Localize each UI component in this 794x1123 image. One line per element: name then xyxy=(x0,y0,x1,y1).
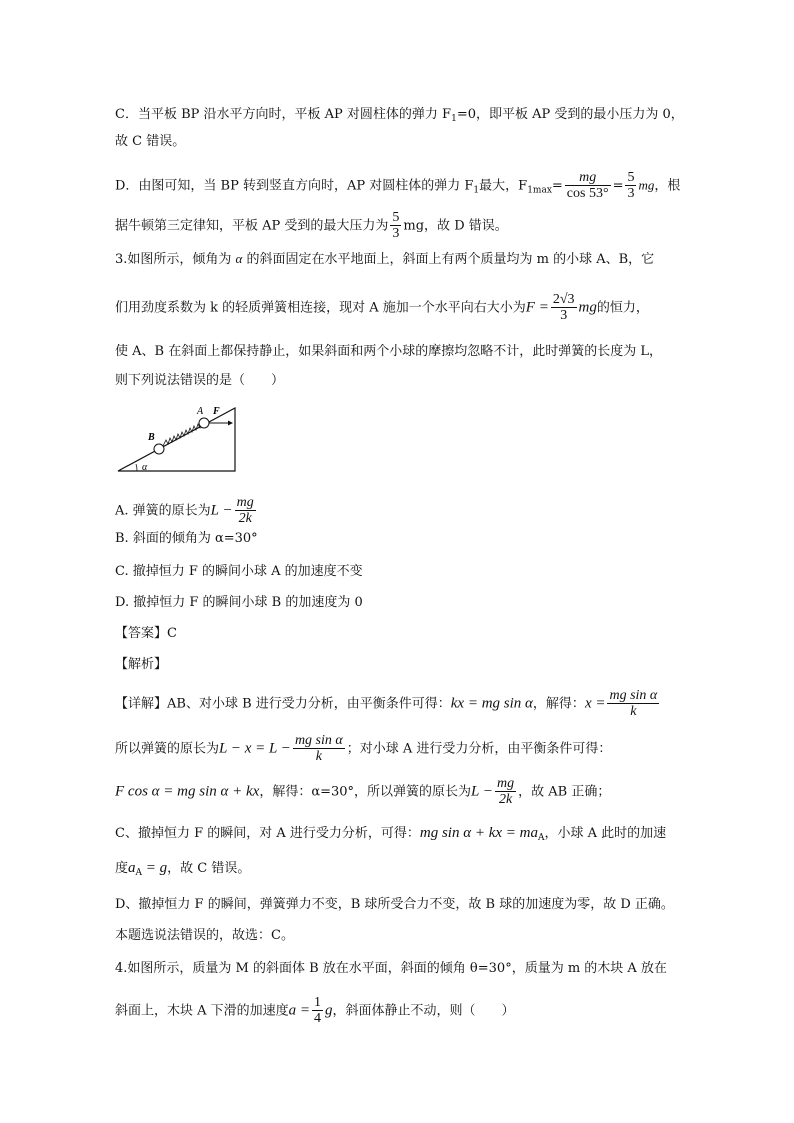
ball-a xyxy=(199,418,209,428)
text-span: =0，即平板 AP 受到的最小压力为 0， xyxy=(456,107,684,122)
option-a: A. 弹簧的原长为L − $\frac{mg}{2k}$ xyxy=(115,495,254,526)
fraction: $\frac{\text{mg sin α}}{k}$ xyxy=(294,733,343,764)
text-line: 3.如图所示，倾角为 α 的斜面固定在水平地面上，斜面上有两个质量均为 m 的小球 A、B，它 xyxy=(115,251,655,267)
text-line xyxy=(115,106,684,128)
fraction: $\frac{1}{4}$ xyxy=(314,995,322,1026)
text-line: 度$a_A = g$，故 C 错误。 xyxy=(115,860,251,878)
text-line: C、撤掉恒力 F 的瞬间，对 A 进行受力分析，可得：mg sin α + kx = $ma_A$，小球 A 此时的加速 xyxy=(115,825,667,843)
text-line: F cos α = mg sin α + kx，解得：α=30°，所以弹簧的原长为L − $\frac{mg}{2k}$ ，故 AB 正确； xyxy=(115,776,611,807)
incline-figure xyxy=(115,404,239,474)
text-line: 所以弹簧的原长为L − x = L − $\frac{\text{mg sin α}}{k}$ ；对小球 A 进行受力分析，由平衡条件可得： xyxy=(115,733,612,764)
text-line: D．由图可知，当 BP 转到竖直方向时，AP 对圆柱体的弹力 $F_1$最大，$F_{1max}=$ $\frac{mg}{\cos 53^\circ}$ = $\frac{5}{3}$ mg，根 xyxy=(115,170,681,201)
text-span: D．由图可知，当 BP 转到竖直方向时，AP 对圆柱体的弹力 F xyxy=(115,178,474,194)
text-line xyxy=(115,210,508,242)
label-f: F xyxy=(213,406,220,417)
text-span: C．当平板 BP 沿水平方向时，平板 AP 对圆柱体的弹力 F xyxy=(115,107,452,122)
text-line: D、撤掉恒力 F 的瞬间，弹簧弹力不变，B 球所受合力不变，故 B 球的加速度为零，故 D 正确。 xyxy=(115,897,674,912)
text-span: 据牛顿第三定律知，平板 AP 受到的最大压力为 xyxy=(115,218,389,234)
text-span: ，根 xyxy=(654,178,681,194)
text-line: 【详解】AB、对小球 B 进行受力分析，由平衡条件可得：kx = mg sin α，解得：x = $\frac{\text{mg sin α}}{k}$ xyxy=(115,688,658,719)
fraction: $\frac{5}{3}$ xyxy=(392,210,400,241)
option-b: B. 斜面的倾角为 α=30° xyxy=(115,531,258,546)
analysis-heading: 【解析】 xyxy=(115,657,168,672)
fraction: $\frac{mg}{\cos 53^\circ}$ xyxy=(566,170,609,201)
fraction: $\frac{mg}{2k}$ xyxy=(497,776,515,807)
text-line: 斜面上，木块 A 下滑的加速度a = $\frac{1}{4}$ g，斜面体静止不动，则（ ） xyxy=(115,995,515,1026)
text-line: 本题选说法错误的，故选：C。 xyxy=(115,928,294,943)
label-b: B xyxy=(148,432,155,443)
option-c: C. 撤掉恒力 F 的瞬间小球 A 的加速度不变 xyxy=(115,564,363,579)
fraction: $\frac{2√3}{3}$ xyxy=(552,292,575,323)
fraction: $\frac{5}{3}$ xyxy=(627,170,635,201)
label-a: A xyxy=(197,406,204,417)
spring xyxy=(163,422,202,446)
subscript: 1max xyxy=(527,185,552,196)
text-line: 使 A、B 在斜面上都保持静止，如果斜面和两个小球的摩擦均忽略不计，此时弹簧的长度为 L， xyxy=(115,344,662,359)
ball-b xyxy=(154,444,164,454)
subscript: 1 xyxy=(451,114,457,124)
text-line: 们用劲度系数为 k 的轻质弹簧相连接，现对 A 施加一个水平向右大小为F = $\frac{2√3}{3}$ mg的恒力， xyxy=(115,292,649,323)
label-alpha: α xyxy=(142,462,148,473)
fraction: $\frac{mg}{2k}$ xyxy=(236,495,254,526)
text-line: 则下列说法错误的是（ ） xyxy=(115,373,285,388)
option-d: D. 撤掉恒力 F 的瞬间小球 B 的加速度为 0 xyxy=(115,595,363,610)
text-span: mg，故 D 错误。 xyxy=(403,218,508,234)
answer: 【答案】C xyxy=(115,626,177,641)
fraction: $\frac{\text{mg sin α}}{k}$ xyxy=(609,688,658,719)
text-line: 故 C 错误。 xyxy=(115,134,186,149)
subscript: 1 xyxy=(473,185,480,196)
text-span: 最大，F xyxy=(479,178,528,194)
text-line: 4.如图所示，质量为 M 的斜面体 B 放在水平面，斜面的倾角 θ=30°，质量为 m 的木块 A 放在 xyxy=(115,961,667,976)
